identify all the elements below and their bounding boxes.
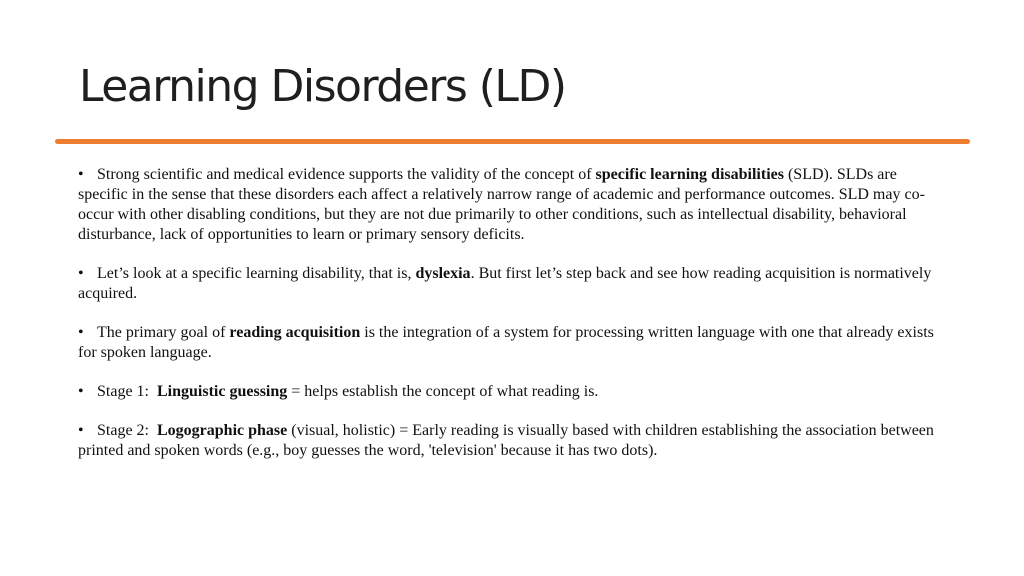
paragraph-text: = helps establish the concept of what reading is.	[287, 383, 599, 400]
paragraph-sld	[78, 165, 950, 245]
paragraph-text: . But first let’s step back and see how reading acquisition is normatively acquired.	[78, 265, 932, 302]
paragraph-text: Stage 2:	[97, 422, 157, 439]
paragraph-emphasis: Logographic phase	[157, 422, 288, 439]
slide-title: Learning Disorders (LD)	[79, 61, 566, 112]
paragraph-emphasis: dyslexia	[415, 265, 471, 282]
bullet-icon: •	[78, 265, 84, 282]
paragraph-text: Strong scientific and medical evidence supports the validity of the concept of	[97, 166, 596, 183]
bullet-icon: •	[78, 422, 84, 439]
paragraph-stage-1	[78, 382, 950, 402]
paragraph-emphasis: specific learning disabilities	[595, 166, 784, 183]
paragraph-text: The primary goal of	[97, 324, 230, 341]
paragraph-reading-acquisition	[78, 323, 950, 363]
bullet-icon: •	[78, 324, 84, 341]
bullet-icon: •	[78, 383, 84, 400]
paragraph-dyslexia	[78, 264, 950, 304]
paragraph-text: Stage 1:	[97, 383, 157, 400]
paragraph-stage-2	[78, 421, 950, 461]
title-divider	[55, 139, 970, 144]
paragraph-text: (SLD). SLDs are specific in the sense that these disorders each affect a relatively narrow range of academic and performance outcomes. SLD may co-occur with other disabling conditions, but they are not due primarily to other conditions, such as intellectual disability, behavioral disturbance, lack of opportunities to learn or primary sensory deficits.	[78, 166, 925, 243]
paragraph-emphasis: Linguistic guessing	[157, 383, 288, 400]
paragraph-text: Let’s look at a specific learning disability, that is,	[97, 265, 416, 282]
slide-body	[78, 165, 950, 480]
paragraph-text: (visual, holistic) = Early reading is visually based with children establishing the association between printed and spoken words (e.g., boy guesses the word, 'television' because it has two dots).	[78, 422, 934, 459]
paragraph-text: is the integration of a system for processing written language with one that already exists for spoken language.	[78, 324, 934, 361]
bullet-icon: •	[78, 166, 84, 183]
paragraph-emphasis: reading acquisition	[229, 324, 361, 341]
